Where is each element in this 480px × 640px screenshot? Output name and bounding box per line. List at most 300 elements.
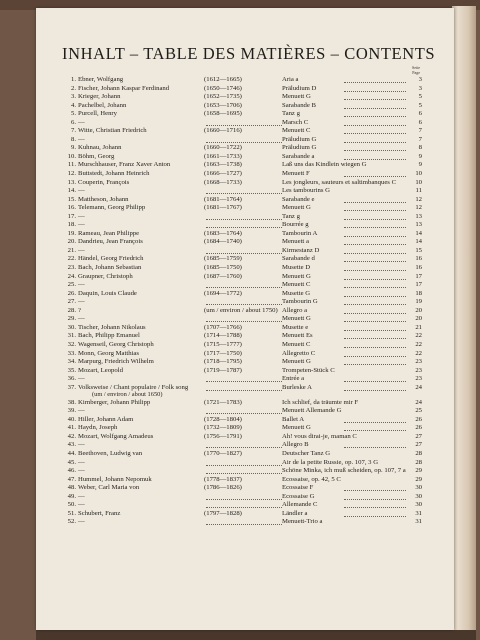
toc-entry [62,476,422,485]
piece-leader-dots [344,358,406,365]
entry-number: 27. [67,298,76,306]
toc-entry [62,441,422,450]
leader-dots [206,213,282,220]
entry-dates: (1721—1783) [204,398,242,406]
entry-piece: Musette D [282,264,311,272]
entry-page: 9 [418,161,422,169]
toc-entry [62,407,422,416]
entry-dates: (1653—1706) [204,101,242,109]
toc-entry [62,281,422,290]
entry-piece: Sarabande B [282,101,316,109]
entry-dates: (1660—1722) [204,144,242,152]
entry-piece: Menuett C [282,127,311,135]
piece-leader-dots [344,213,406,220]
entry-number: 16. [67,204,76,212]
entry-piece: Menuett G [282,272,311,280]
entry-piece: Menuett Es [282,332,313,340]
leader-dots [206,441,282,448]
entry-composer: — [78,212,85,220]
toc-entry [62,204,422,213]
entry-number: 38. [67,398,76,406]
entry-piece: Menuett G [282,358,311,366]
entry-number: 44. [67,449,76,457]
entry-composer: Dandrieu, Jean François [78,238,143,246]
entry-number: 17. [67,212,76,220]
entry-number: 37. [67,383,76,391]
piece-leader-dots [344,281,406,288]
entry-dates: (1687—1760) [204,272,242,280]
entry-page: 27 [415,441,422,449]
toc-entry [62,341,422,350]
page-bottom-shadow [36,630,476,640]
toc-entry [62,493,422,502]
entry-number: 24. [67,272,76,280]
entry-piece: Menuett-Trio a [282,518,323,526]
entry-page: 7 [418,127,422,135]
piece-leader-dots [344,416,406,423]
entry-page: 11 [415,187,422,195]
piece-leader-dots [344,441,406,448]
entry-composer: Weber, Carl Maria von [78,484,140,492]
entry-dates: (1694—1772) [204,289,242,297]
toc-entry [62,399,422,408]
entry-piece: Tambourin A [282,229,318,237]
entry-composer: Graupner, Christoph [78,272,133,280]
piece-leader-dots [344,315,406,322]
toc-entry [62,358,422,367]
entry-dates: (1660—1716) [204,127,242,135]
entry-composer: — [78,467,85,475]
toc-entry [62,501,422,510]
entry-composer: Volksweise / Chant populaire / Folk song [78,383,189,391]
entry-dates: (1685—1759) [204,255,242,263]
entry-piece: Präludium D [282,84,317,92]
entry-piece: Sarabande d [282,255,315,263]
toc-entry [62,367,422,376]
toc-entry [62,187,422,196]
entry-piece: Musette G [282,289,311,297]
toc-entry [62,110,422,119]
entry-dates: (1797—1828) [204,509,242,517]
entry-composer: — [78,315,85,323]
entry-composer: Marpurg, Friedrich Wilhelm [78,358,154,366]
entry-number: 19. [67,229,76,237]
piece-leader-dots [344,221,406,228]
piece-leader-dots [344,424,406,431]
toc-entry [62,247,422,256]
entry-number: 13. [67,178,76,186]
entry-page: 3 [418,84,422,92]
toc-entry [62,144,422,153]
entry-page: 13 [415,221,422,229]
entry-page: 12 [415,195,422,203]
entry-piece: Ecossaise F [282,484,314,492]
entry-composer: Kirnberger, Johann Philipp [78,398,151,406]
entry-dates: (1658—1695) [204,110,242,118]
entry-composer: — [78,246,85,254]
toc-entry [62,179,422,188]
entry-composer: Händel, Georg Friedrich [78,255,144,263]
entry-composer: Witte, Christian Friedrich [78,127,147,135]
entry-piece: Musette e [282,323,309,331]
toc-entry [62,93,422,102]
page-column-header [392,66,420,75]
entry-dates: (1684—1740) [204,238,242,246]
entry-dates: (1778—1837) [204,475,242,483]
entry-piece: Schöne Minka, ich muß scheiden, op. 107, 7 a [282,467,406,475]
entry-page: 12 [415,204,422,212]
toc-entry [62,350,422,359]
entry-composer: — [78,187,85,195]
leader-dots [206,407,282,414]
entry-page: 5 [418,101,422,109]
entry-piece: Menuett C [282,281,311,289]
entry-page: 22 [415,332,422,340]
toc-entry [62,510,422,519]
piece-leader-dots [344,170,406,177]
entry-composer: Krieger, Johann [78,93,121,101]
entry-piece: Les tambourins G [282,187,330,195]
entry-piece: Menuett G [282,424,311,432]
entry-dates: (1650—1746) [204,84,242,92]
entry-dates: (1714—1788) [204,332,242,340]
toc-entry [62,459,422,468]
entry-dates: (1612—1665) [204,76,242,83]
entry-composer: Beethoven, Ludwig van [78,449,143,457]
book-cover-edge [452,6,476,634]
entry-composer: — [78,407,85,415]
entry-page: 24 [415,398,422,406]
entry-piece: Les jongleurs, sauteurs et saltimbanques C [282,178,397,186]
toc-entry [62,332,422,341]
entry-composer: Hummel, Johann Nepomuk [78,475,152,483]
entry-page: 8 [418,144,422,152]
entry-number: 2. [70,84,76,92]
toc-entry [62,161,422,170]
entry-number: 40. [67,415,76,423]
entry-number: 11. [67,161,76,169]
entry-piece: Allemande C [282,501,318,509]
entry-composer: Pachelbel, Johann [78,101,127,109]
leader-dots [206,281,282,288]
piece-leader-dots [344,501,406,508]
piece-leader-dots [344,384,406,391]
entry-number: 7. [70,127,76,135]
piece-leader-dots [344,127,406,134]
entry-composer: — [78,221,85,229]
entry-piece: Ballet A [282,415,305,423]
entry-number: 48. [67,484,76,492]
toc-entry [62,273,422,282]
toc-entry [62,196,422,205]
entry-piece: Menuett G [282,93,311,101]
toc-entry [62,102,422,111]
entry-page: 22 [415,340,422,348]
piece-leader-dots [344,324,406,331]
entry-number: 49. [67,492,76,500]
piece-leader-dots [344,375,406,382]
entry-composer: Schubert, Franz [78,509,121,517]
entry-page: 13 [415,212,422,220]
toc-entry [62,433,422,442]
entry-page: 20 [415,306,422,314]
entry-piece: Deutscher Tanz G [282,449,331,457]
entry-piece: Präludium G [282,135,317,143]
entry-page: 15 [415,246,422,254]
entry-number: 30. [67,323,76,331]
leader-dots [206,187,282,194]
entry-page: 31 [415,518,422,526]
toc-entry [62,384,422,399]
entry-composer: — [78,492,85,500]
leader-dots [206,518,282,525]
toc-entry [62,255,422,264]
entry-dates: (1770—1827) [204,449,242,457]
toc-entry [62,221,422,230]
leader-dots [206,298,282,305]
leader-dots [206,384,282,391]
toc-entry [62,416,422,425]
entry-page: 21 [415,323,422,331]
entry-piece: Sarabande a [282,152,315,160]
piece-leader-dots [344,332,406,339]
entry-piece: Menuett Allemande G [282,407,342,415]
entry-piece: Allegretto C [282,349,316,357]
entry-number: 34. [67,358,76,366]
entry-number: 29. [67,315,76,323]
entry-piece: Ländler a [282,509,308,517]
entry-dates: (1681—1767) [204,204,242,212]
entry-piece: Tambourin G [282,298,318,306]
page-column-header-de: Seite [412,65,420,70]
piece-leader-dots [344,510,406,517]
entry-dates: (1652—1735) [204,93,242,101]
entry-number: 52. [67,518,76,526]
entry-page: 7 [418,135,422,143]
entry-composer: — [78,375,85,383]
entry-composer: — [78,298,85,306]
entry-composer: Murschhauser, Franz Xaver Anton [78,161,171,169]
toc-entry [62,467,422,476]
entry-dates: (um / environ / about 1750) [204,306,278,314]
entry-composer: Fischer, Johann Kaspar Ferdinand [78,84,170,92]
toc-entry [62,238,422,247]
entry-number: 3. [70,93,76,101]
entry-piece: Menuett a [282,238,309,246]
entry-dates: (1756—1791) [204,432,242,440]
entry-page: 22 [415,349,422,357]
entry-number: 35. [67,366,76,374]
entry-composer: Wagenseil, Georg Christoph [78,340,154,348]
entry-page: 27 [415,432,422,440]
entry-piece: Bourrée g [282,221,309,229]
entry-number: 32. [67,340,76,348]
entry-composer: — [78,281,85,289]
entry-composer: Purcell, Henry [78,110,117,118]
piece-leader-dots [344,298,406,305]
leader-dots [206,221,282,228]
piece-leader-dots [344,273,406,280]
leader-dots [206,459,282,466]
piece-leader-dots [344,85,406,92]
table-of-contents [62,76,422,527]
toc-entry [62,170,422,179]
entry-dates: (1719—1787) [204,366,242,374]
entry-dates: (1685—1750) [204,264,242,272]
piece-leader-dots [344,290,406,297]
toc-entry [62,119,422,128]
entry-piece: Air de la petite Russie, op. 107, 3 G [282,458,379,466]
entry-number: 18. [67,221,76,229]
entry-page: 6 [418,110,422,118]
entry-page: 10 [415,178,422,186]
entry-piece: Aria a [282,76,299,83]
entry-composer: Bach, Johann Sebastian [78,264,142,272]
toc-entry [62,76,422,85]
leader-dots [206,375,282,382]
entry-composer: Böhm, Georg [78,152,115,160]
entry-dates: (1707—1766) [204,323,242,331]
entry-page: 14 [415,238,422,246]
entry-page: 23 [415,358,422,366]
entry-composer: — [78,135,85,143]
entry-piece: Menuett C [282,340,311,348]
entry-composer: — [78,441,85,449]
leader-dots [206,119,282,126]
entry-number: 4. [70,101,76,109]
entry-piece: Ich schlief, da träumte mir F [282,398,359,406]
entry-number: 8. [70,135,76,143]
entry-number: 23. [67,264,76,272]
entry-piece: Menuett G [282,204,311,212]
entry-page: 9 [418,152,422,160]
entry-page: 17 [415,281,422,289]
leader-dots [206,493,282,500]
entry-piece: Marsch C [282,118,309,126]
entry-page: 20 [415,315,422,323]
entry-piece: Tanz g [282,212,300,220]
entry-number: 25. [67,281,76,289]
entry-page: 29 [415,475,422,483]
entry-page: 6 [418,118,422,126]
piece-leader-dots [344,110,406,117]
entry-number: 15. [67,195,76,203]
entry-composer: Couperin, François [78,178,130,186]
toc-entry [62,85,422,94]
entry-number: 22. [67,255,76,263]
piece-leader-dots [344,102,406,109]
entry-number: 51. [67,509,76,517]
entry-piece: Menuett F [282,170,310,178]
entry-page: 30 [415,501,422,509]
entry-page: 17 [415,272,422,280]
entry-page: 16 [415,255,422,263]
toc-entry [62,298,422,307]
entry-number: 9. [70,144,76,152]
entry-page: 23 [415,366,422,374]
entry-composer: Mozart, Leopold [78,366,123,374]
entry-number: 26. [67,289,76,297]
piece-leader-dots [344,230,406,237]
entry-dates: (1786—1826) [204,484,242,492]
leader-dots [206,136,282,143]
entry-piece: Allegro a [282,306,308,314]
toc-entry [62,450,422,459]
entry-number: 39. [67,407,76,415]
entry-page: 28 [415,449,422,457]
entry-dates: (1666—1727) [204,170,242,178]
entry-page: 29 [415,467,422,475]
entry-piece: Tanz g [282,110,300,118]
entry-number: 14. [67,187,76,195]
toc-entry [62,153,422,162]
entry-piece: Präludium G [282,144,317,152]
piece-leader-dots [344,204,406,211]
entry-piece: Menuett G [282,315,311,323]
entry-dates: (1728—1804) [204,415,242,423]
entry-number: 33. [67,349,76,357]
entry-page: 16 [415,264,422,272]
entry-number: 28. [67,306,76,314]
entry-dates: (1663—1738) [204,161,242,169]
piece-leader-dots [344,136,406,143]
entry-number: 10. [67,152,76,160]
entry-page: 28 [415,458,422,466]
piece-leader-dots [344,93,406,100]
toc-entry [62,375,422,384]
entry-composer: Mattheson, Johann [78,195,129,203]
entry-number: 42. [67,432,76,440]
entry-dates: (1668—1733) [204,178,242,186]
piece-leader-dots [344,307,406,314]
entry-composer: Buttstedt, Johann Heinrich [78,170,150,178]
entry-number: 45. [67,458,76,466]
toc-entry [62,324,422,333]
entry-page: 26 [415,424,422,432]
entry-number: 41. [67,424,76,432]
entry-composer: Bach, Philipp Emanuel [78,332,140,340]
entry-dates: (1661—1733) [204,152,242,160]
entry-composer-subline: (um / environ / about 1650) [92,390,163,398]
entry-piece: Trompeten-Stück C [282,366,335,374]
entry-composer: Mozart, Wolfgang Amadeus [78,432,154,440]
piece-leader-dots [344,484,406,491]
entry-piece: Burleske A [282,383,312,391]
entry-composer: Monn, Georg Matthias [78,349,139,357]
entry-page: 14 [415,229,422,237]
entry-page: 3 [418,76,422,83]
entry-page: 31 [415,509,422,517]
toc-entry [62,424,422,433]
entry-page: 5 [418,93,422,101]
entry-number: 6. [70,118,76,126]
toc-entry [62,230,422,239]
page-column-header-en: Page [412,69,420,75]
entry-composer: — [78,518,85,526]
leader-dots [206,247,282,254]
entry-piece: Entrée a [282,375,305,383]
entry-page: 24 [415,383,422,391]
entry-piece: Ecossaise, op. 42, 5 C [282,475,341,483]
piece-leader-dots [344,144,406,151]
piece-leader-dots [344,76,406,83]
piece-leader-dots [344,264,406,271]
piece-leader-dots [344,255,406,262]
entry-number: 36. [67,375,76,383]
piece-leader-dots [344,196,406,203]
entry-page: 23 [415,375,422,383]
entry-piece: Allegro B [282,441,309,449]
